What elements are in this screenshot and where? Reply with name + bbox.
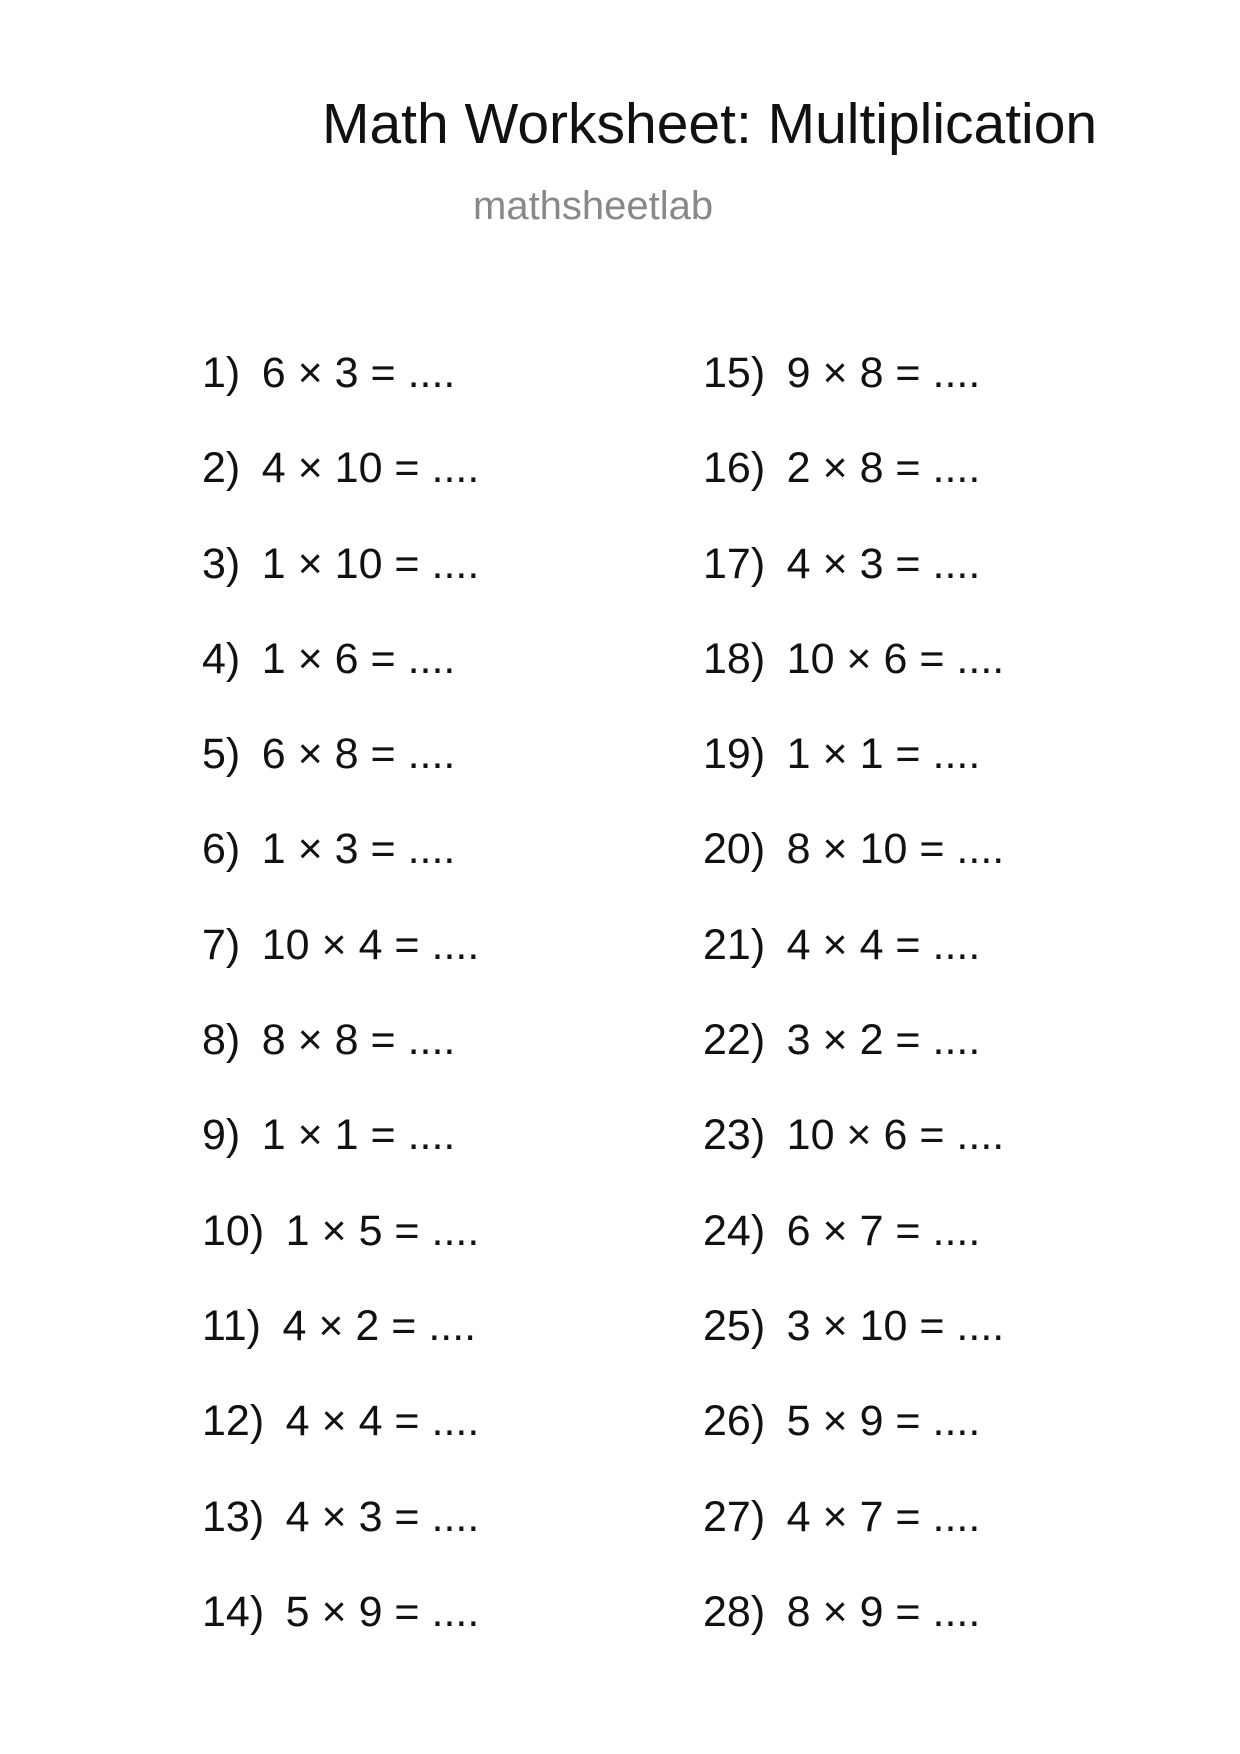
problem-number: 6) <box>202 825 241 874</box>
problem-item <box>703 1206 1123 1305</box>
answer-blank: .... <box>932 1206 981 1255</box>
problem-expression: 4 × 2 = <box>282 1301 417 1350</box>
problem-item <box>202 920 622 1019</box>
problem-expression: 4 × 7 = <box>786 1492 921 1541</box>
answer-blank: .... <box>932 1492 981 1541</box>
problem-number: 25) <box>703 1301 766 1350</box>
problem-expression: 8 × 8 = <box>261 1016 396 1065</box>
answer-blank: .... <box>407 730 456 779</box>
problem-expression: 6 × 3 = <box>261 349 396 397</box>
problem-number: 24) <box>703 1206 766 1255</box>
problem-item <box>703 1111 1123 1209</box>
problem-item <box>703 1016 1123 1114</box>
problem-item <box>202 444 622 542</box>
problem-expression: 1 × 1 = <box>261 1111 396 1160</box>
problem-number: 15) <box>703 349 766 397</box>
answer-blank: .... <box>407 634 456 683</box>
problem-expression: 4 × 4 = <box>786 920 921 969</box>
problem-number: 18) <box>703 634 766 683</box>
problem-item <box>703 349 1123 447</box>
answer-blank: .... <box>407 1016 456 1065</box>
answer-blank: .... <box>932 1016 981 1065</box>
problem-item <box>703 1492 1123 1591</box>
problem-item <box>202 1111 622 1209</box>
problem-item <box>202 634 622 733</box>
problem-expression: 10 × 6 = <box>786 634 945 683</box>
problem-number: 23) <box>703 1111 766 1160</box>
page-title: Math Worksheet: Multiplication <box>322 92 1098 156</box>
answer-blank: .... <box>932 1397 981 1446</box>
answer-blank: .... <box>407 825 456 874</box>
problem-expression: 5 × 9 = <box>285 1587 420 1636</box>
problem-expression: 4 × 3 = <box>786 539 921 588</box>
problem-number: 2) <box>202 444 241 493</box>
problem-expression: 4 × 10 = <box>261 444 420 493</box>
problem-item <box>202 539 622 638</box>
problem-number: 3) <box>202 539 241 588</box>
problem-number: 10) <box>202 1206 265 1255</box>
problem-item <box>703 1397 1123 1495</box>
answer-blank: .... <box>431 1587 480 1636</box>
problem-number: 16) <box>703 444 766 493</box>
problem-number: 1) <box>202 349 241 397</box>
problem-number: 12) <box>202 1397 265 1446</box>
problem-item <box>703 730 1123 828</box>
problem-number: 4) <box>202 634 241 683</box>
answer-blank: .... <box>932 730 981 779</box>
problem-item <box>703 920 1123 1019</box>
problem-expression: 1 × 5 = <box>285 1206 420 1255</box>
problems-column-left <box>202 349 622 1686</box>
problem-expression: 5 × 9 = <box>786 1397 921 1446</box>
answer-blank: .... <box>932 539 981 588</box>
problem-number: 28) <box>703 1587 766 1636</box>
problem-expression: 4 × 4 = <box>285 1397 420 1446</box>
problem-number: 13) <box>202 1492 265 1541</box>
answer-blank: .... <box>407 349 456 397</box>
problem-expression: 10 × 4 = <box>261 920 420 969</box>
answer-blank: .... <box>932 920 981 969</box>
answer-blank: .... <box>431 1206 480 1255</box>
problem-item <box>202 1301 622 1400</box>
problem-expression: 9 × 8 = <box>786 349 921 397</box>
problem-item <box>703 634 1123 733</box>
problem-number: 7) <box>202 920 241 969</box>
problem-item <box>202 349 622 447</box>
problem-item <box>703 1587 1123 1686</box>
problem-number: 8) <box>202 1016 241 1065</box>
problem-item <box>202 1587 622 1686</box>
answer-blank: .... <box>956 634 1005 683</box>
page-subtitle: mathsheetlab <box>473 184 714 228</box>
problem-number: 26) <box>703 1397 766 1446</box>
problem-expression: 1 × 6 = <box>261 634 396 683</box>
answer-blank: .... <box>956 1111 1005 1160</box>
problem-expression: 1 × 10 = <box>261 539 420 588</box>
answer-blank: .... <box>956 825 1005 874</box>
problem-item <box>703 539 1123 638</box>
problem-number: 17) <box>703 539 766 588</box>
problem-expression: 3 × 2 = <box>786 1016 921 1065</box>
problem-expression: 6 × 7 = <box>786 1206 921 1255</box>
answer-blank: .... <box>431 920 480 969</box>
answer-blank: .... <box>431 444 480 493</box>
problem-expression: 10 × 6 = <box>786 1111 945 1160</box>
problem-expression: 4 × 3 = <box>285 1492 420 1541</box>
problem-number: 21) <box>703 920 766 969</box>
problem-expression: 1 × 3 = <box>261 825 396 874</box>
answer-blank: .... <box>431 539 480 588</box>
problem-item <box>703 1301 1123 1400</box>
problem-item <box>703 444 1123 542</box>
problem-number: 5) <box>202 730 241 779</box>
problem-number: 9) <box>202 1111 241 1160</box>
problem-expression: 1 × 1 = <box>786 730 921 779</box>
problem-expression: 8 × 10 = <box>786 825 945 874</box>
problem-expression: 2 × 8 = <box>786 444 921 493</box>
answer-blank: .... <box>932 444 981 493</box>
answer-blank: .... <box>932 349 981 397</box>
problem-number: 22) <box>703 1016 766 1065</box>
problem-number: 14) <box>202 1587 265 1636</box>
problem-item <box>202 825 622 923</box>
problem-number: 27) <box>703 1492 766 1541</box>
problem-item <box>202 1492 622 1591</box>
problem-number: 19) <box>703 730 766 779</box>
answer-blank: .... <box>431 1397 480 1446</box>
answer-blank: .... <box>428 1301 477 1350</box>
problem-item <box>703 825 1123 923</box>
problem-item <box>202 1016 622 1114</box>
problems-column-right <box>703 349 1123 1686</box>
problem-item <box>202 730 622 828</box>
problem-expression: 3 × 10 = <box>786 1301 945 1350</box>
problem-expression: 8 × 9 = <box>786 1587 921 1636</box>
answer-blank: .... <box>932 1587 981 1636</box>
problem-item <box>202 1397 622 1495</box>
answer-blank: .... <box>956 1301 1005 1350</box>
problem-item <box>202 1206 622 1305</box>
problem-number: 20) <box>703 825 766 874</box>
answer-blank: .... <box>431 1492 480 1541</box>
problem-number: 11) <box>202 1301 261 1350</box>
problem-expression: 6 × 8 = <box>261 730 396 779</box>
answer-blank: .... <box>407 1111 456 1160</box>
